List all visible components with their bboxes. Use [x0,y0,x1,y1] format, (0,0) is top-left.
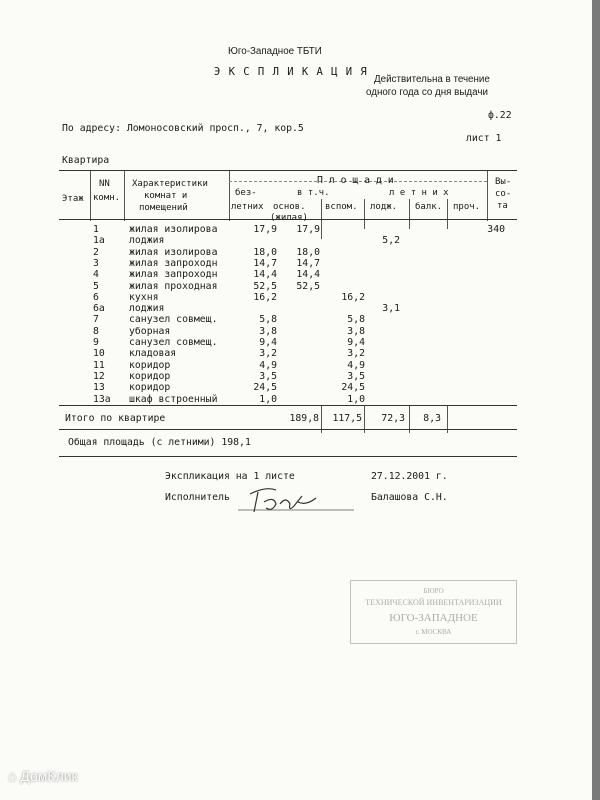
area-aux: 24,5 [341,382,365,394]
room-number: 12 [93,370,105,382]
watermark: ⌂ ДомКлик [8,768,78,784]
room-description: жилая запроходн [129,257,218,269]
col-nn-room: комн. [93,193,121,203]
table-row [59,337,517,349]
room-number: 13 [93,382,105,394]
room-description: коридор [129,382,171,394]
col-chars-3: помещений [139,203,188,213]
room-height: 340 [487,224,505,235]
object-type: Квартира [62,155,110,166]
org-name: Юго-Западное ТБТИ [228,46,322,57]
area-loggia: 5,2 [382,235,400,247]
table-row [59,235,517,247]
area-total: 16,2 [253,291,277,303]
room-description: жилая изолирова [129,224,218,235]
col-aux: вспом. [325,202,358,212]
col-chars-1: Характеристики [132,179,208,189]
room-number: 11 [93,359,105,371]
room-number: 6 [93,291,99,303]
total-aux: 72,3 [381,413,405,424]
room-description: шкаф встроенный [129,393,218,405]
room-description: кладовая [129,348,177,360]
col-summer: л е т н и х [389,188,449,198]
area-total: 14,4 [253,269,277,281]
total-label: Итого по квартире [65,413,166,424]
table-row [59,303,517,315]
table-row [59,360,517,372]
document-title: Э К С П Л И К А Ц И Я [214,66,368,78]
table-row [59,247,517,259]
area-aux: 3,2 [347,348,365,360]
room-description: жилая запроходн [129,269,218,281]
area-total: 14,7 [253,257,277,269]
area-aux: 4,9 [347,359,365,371]
room-description: лоджия [129,235,165,247]
area-total: 9,4 [259,337,277,348]
room-number: 13а [93,393,111,405]
area-total: 4,9 [259,359,277,371]
table-row [59,281,517,293]
table-row [59,224,517,236]
area-loggia: 3,1 [382,303,400,315]
room-number: 9 [93,337,99,348]
room-number: 10 [93,348,105,360]
room-number: 2 [93,246,99,258]
col-floor: Этаж [62,194,84,204]
area-main: 52,5 [296,280,320,292]
room-description: уборная [129,325,171,337]
area-main: 14,4 [296,269,320,281]
room-number: 1 [93,224,99,235]
room-description: коридор [129,370,171,382]
col-loggia: лодж. [370,202,398,212]
table-row [59,326,517,338]
room-description: санузел совмещ. [129,314,218,326]
area-total: 18,0 [253,246,277,258]
col-chars-2: комнат и [144,191,188,201]
table-row [59,258,517,270]
room-description: кухня [129,291,159,303]
validity-line-2: одного года со дня выдачи [366,87,488,98]
area-total: 24,5 [253,382,277,394]
room-description: лоджия [129,303,165,315]
area-total: 5,8 [259,314,277,326]
col-nn: NN [99,179,110,189]
explication-sheets: Экспликация на 1 листе [165,471,295,482]
col-balcony: балк. [415,202,443,212]
form-number: ф.22 [488,110,512,121]
room-number: 4 [93,269,99,281]
table-row [59,371,517,383]
area-aux: 3,8 [347,325,365,337]
area-total: 17,9 [253,224,277,235]
col-other: проч. [453,202,481,212]
area-total: 3,5 [259,370,277,382]
col-main-2: (жилая) [270,213,308,223]
col-height-2: со- [495,189,512,199]
col-height-3: та [497,201,508,211]
area-aux: 16,2 [341,291,365,303]
table-row [59,348,517,360]
table-row [59,292,517,304]
room-description: жилая проходная [129,280,218,292]
col-main-1: основ. [273,202,306,212]
col-incl: в т.ч. [297,188,330,198]
room-number: 8 [93,325,99,337]
room-number: 5 [93,280,99,292]
performer-label: Исполнитель [165,492,230,503]
area-main: 17,9 [296,224,320,235]
room-description: санузел совмещ. [129,337,218,348]
address: По адресу: Ломоносовский просп., 7, кор.5 [62,123,304,134]
area-main: 18,0 [296,246,320,258]
area-total: 52,5 [253,280,277,292]
area-main: 14,7 [296,257,320,269]
house-icon: ⌂ [8,768,17,784]
total-main: 117,5 [332,413,362,424]
room-number: 1а [93,235,105,247]
validity-line-1: Действительна в течение [374,74,490,85]
area-aux: 3,5 [347,370,365,382]
area-total: 3,2 [259,348,277,360]
area-aux: 5,8 [347,314,365,326]
room-number: 7 [93,314,99,326]
col-height-1: Вы- [495,177,512,187]
col-without-1: без- [235,188,257,198]
area-aux: 1,0 [347,393,365,405]
overall-area: Общая площадь (с летними) 198,1 [68,437,251,448]
table-row [59,314,517,326]
explication-table [59,170,517,457]
bti-stamp: БЮРО ТЕХНИЧЕСКОЙ ИНВЕНТАРИЗАЦИИ ЮГО-ЗАПАДНОЕ г. МОСКВА [350,580,517,644]
issue-date: 27.12.2001 г. [371,471,448,482]
room-number: 6а [93,303,105,315]
room-number: 3 [93,257,99,269]
room-description: коридор [129,359,171,371]
table-row [59,382,517,394]
total-area: 189,8 [289,413,319,424]
signature [236,482,356,522]
area-aux: 9,4 [347,337,365,348]
total-loggia: 8,3 [423,413,441,424]
col-areas: П л о щ а д и [317,175,394,186]
area-total: 3,8 [259,325,277,337]
table-row [59,394,517,406]
room-description: жилая изолирова [129,246,218,258]
area-total: 1,0 [259,393,277,405]
sheet-number: лист 1 [466,133,502,144]
table-row [59,269,517,281]
col-without-2: летних [231,202,264,212]
performer-name: Балашова С.Н. [371,492,448,503]
